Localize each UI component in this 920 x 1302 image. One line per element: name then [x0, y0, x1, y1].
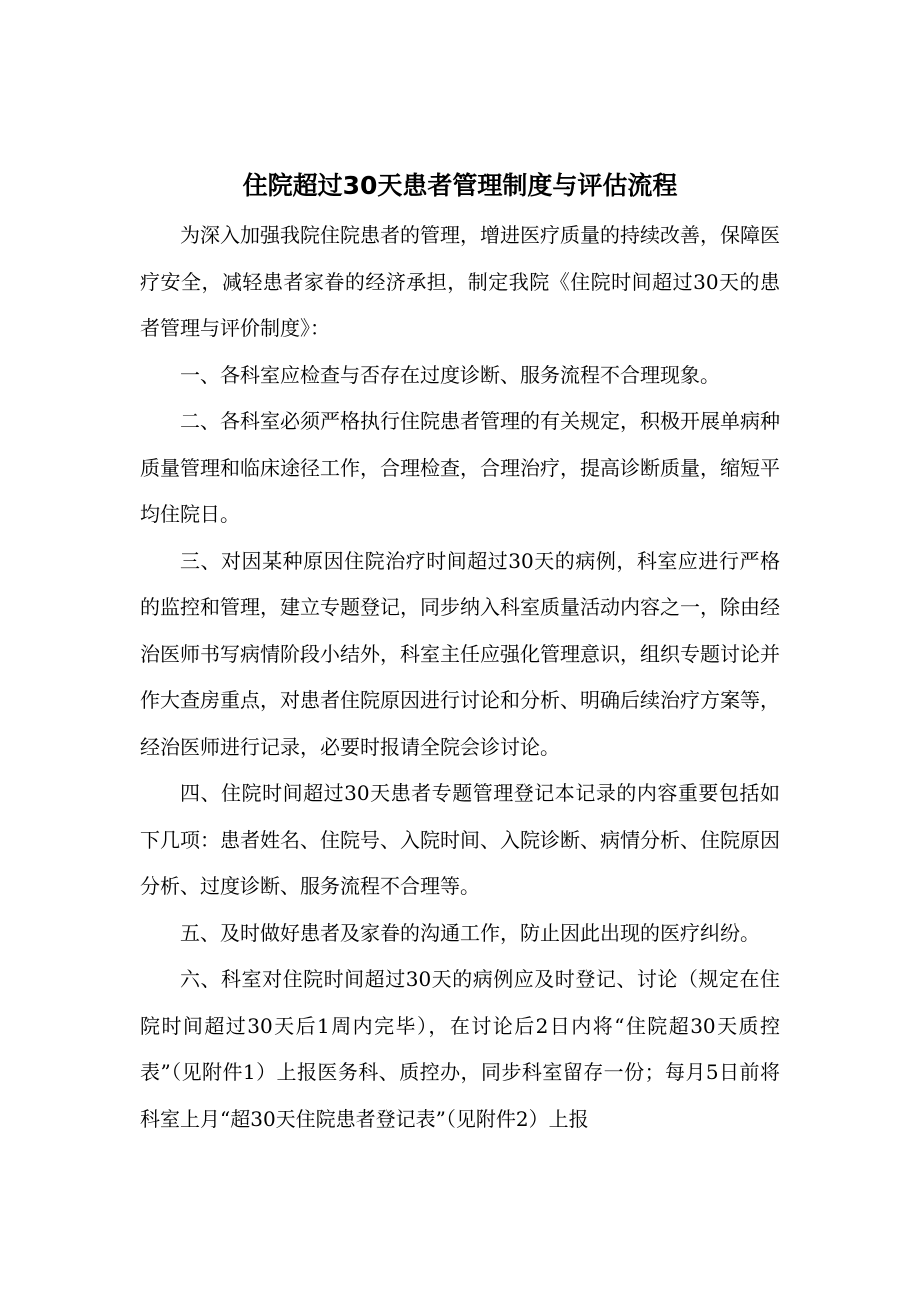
clause-2-paragraph: 二、各科室必须严格执行住院患者管理的有关规定，积极开展单病种质量管理和临床途径工作，合理检查，合理治疗，提高诊断质量，缩短平均住院日。 — [140, 409, 780, 526]
intro-paragraph: 为深入加强我院住院患者的管理，增进医疗质量的持续改善，保障医疗安全，减轻患者家眷的经济承担，制定我院《住院时间超过30天的患者管理与评价制度》： — [140, 223, 780, 340]
clause-1-paragraph: 一、各科室应检查与否存在过度诊断、服务流程不合理现象。 — [180, 362, 720, 387]
document-title: 住院超过30天患者管理制度与评估流程 — [242, 171, 678, 200]
clause-3-paragraph: 三、对因某种原因住院治疗时间超过30天的病例，科室应进行严格的监控和管理，建立专题登记，同步纳入科室质量活动内容之一，除由经治医师书写病情阶段小结外，科室主任应强化管理意识，组织专题讨论并作大查房重点，对患者住院原因进行讨论和分析、明确后续治疗方案等，经治医师进行记录，必要时报请全院会诊讨论。 — [140, 548, 780, 759]
clause-4-paragraph: 四、住院时间超过30天患者专题管理登记本记录的内容重要包括如下几项：患者姓名、住院号、入院时间、入院诊断、病情分析、住院原因分析、过度诊断、服务流程不合理等。 — [140, 781, 780, 898]
clause-5-paragraph: 五、及时做好患者及家眷的沟通工作，防止因此出现的医疗纠纷。 — [180, 920, 760, 945]
document-body — [140, 212, 780, 1142]
clause-6-paragraph: 六、科室对住院时间超过30天的病例应及时登记、讨论（规定在住院时间超过30天后1周内完毕），在讨论后2日内将“住院超30天质控表”（见附件1）上报医务科、质控办，同步科室留存一份；每月5日前将科室上月“超30天住院患者登记表”（见附件2）上报 — [140, 967, 780, 1131]
